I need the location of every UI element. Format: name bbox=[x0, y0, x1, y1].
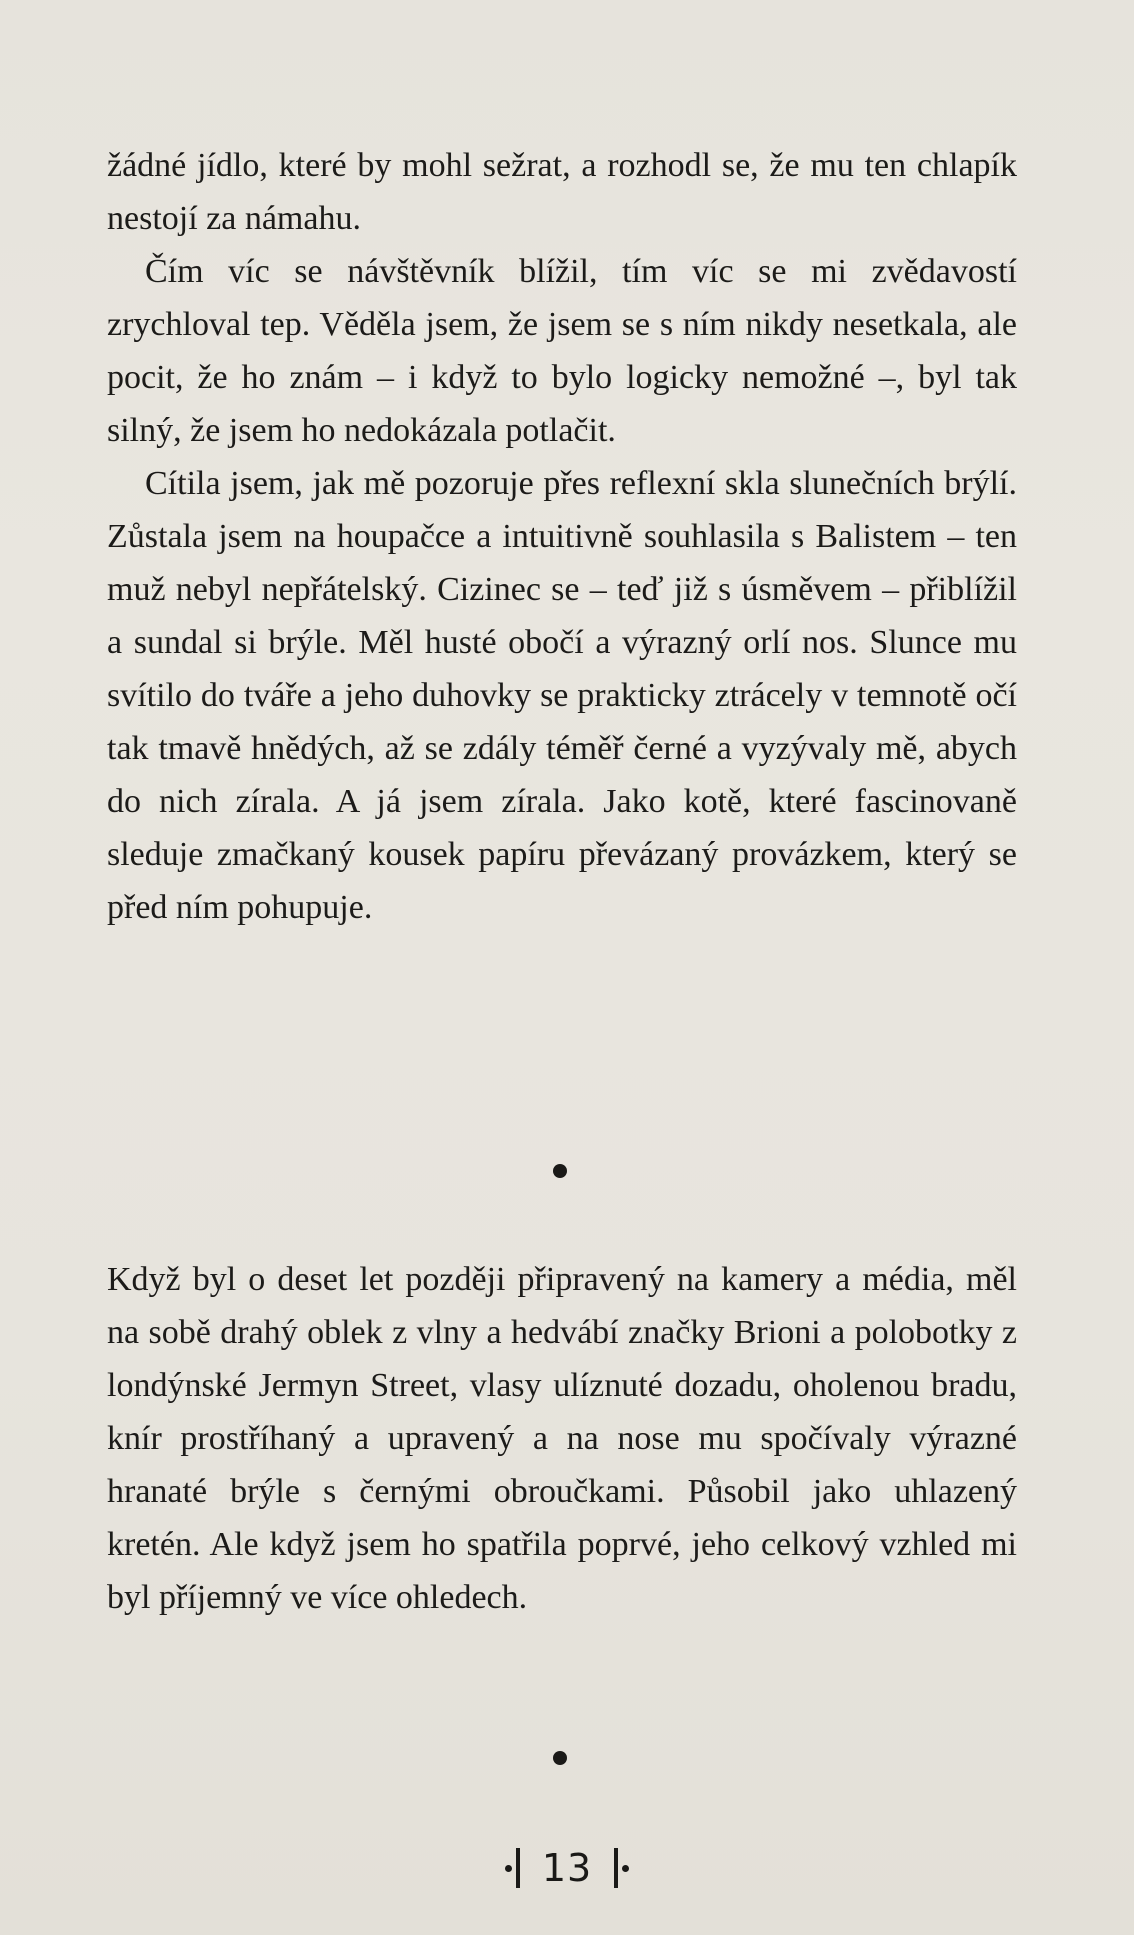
section-separator-bullet bbox=[553, 1751, 567, 1765]
paragraph: Cítila jsem, jak mě pozoruje přes reflexní skla slunečních brýlí. Zůstala jsem na houpačce a intuitivně souhlasila s Balistem – ten muž nebyl nepřátelský. Cizinec se – teď již s úsměvem – přiblížil a sundal si brýle. Měl husté obočí a výrazný orlí nos. Slunce mu svítilo do tváře a jeho duhovky se prakticky ztrácely v temnotě očí tak tmavě hnědých, až se zdály téměř černé a vyzývaly mě, abych do nich zírala. A já jsem zírala. Jako kotě, které fascinovaně sleduje zmačkaný kousek papíru převázaný provázkem, který se před ním pohupuje. bbox=[107, 465, 1017, 926]
folio-dot-left bbox=[505, 1865, 512, 1872]
paragraph: Když byl o deset let později připravený na kamery a média, měl na sobě drahý oblek z vlny a hedvábí značky Brioni a polobotky z londýnské Jermyn Street, vlasy ulíznuté dozadu, oholenou bradu, knír prostříhaný a upravený a na nose mu spočívaly výrazné hranaté brýle s černými obroučkami. Působil jako uhlazený kretén. Ale když jsem ho spatřila poprvé, jeho celkový vzhled mi byl příjemný ve více ohledech. bbox=[107, 1261, 1017, 1616]
folio-dot-right bbox=[622, 1865, 629, 1872]
page-folio bbox=[467, 1843, 667, 1893]
paragraph: Čím víc se návštěvník blížil, tím víc se mi zvědavostí zrychloval tep. Věděla jsem, že jsem se s ním nikdy nesetkala, ale pocit, že ho znám – i když to bylo logicky nemožné –, byl tak silný, že jsem ho nedokázala potlačit. bbox=[107, 253, 1017, 449]
folio-bar-left bbox=[516, 1848, 520, 1888]
paragraph-continuation: žádné jídlo, které by mohl sežrat, a rozhodl se, že mu ten chlapík nestojí za námahu. bbox=[107, 147, 1017, 237]
folio-bar-right bbox=[614, 1848, 618, 1888]
text-section-2 bbox=[107, 1253, 1017, 1624]
page-number: 13 bbox=[541, 1846, 593, 1890]
section-separator-bullet bbox=[553, 1164, 567, 1178]
text-section-1 bbox=[107, 139, 1017, 934]
